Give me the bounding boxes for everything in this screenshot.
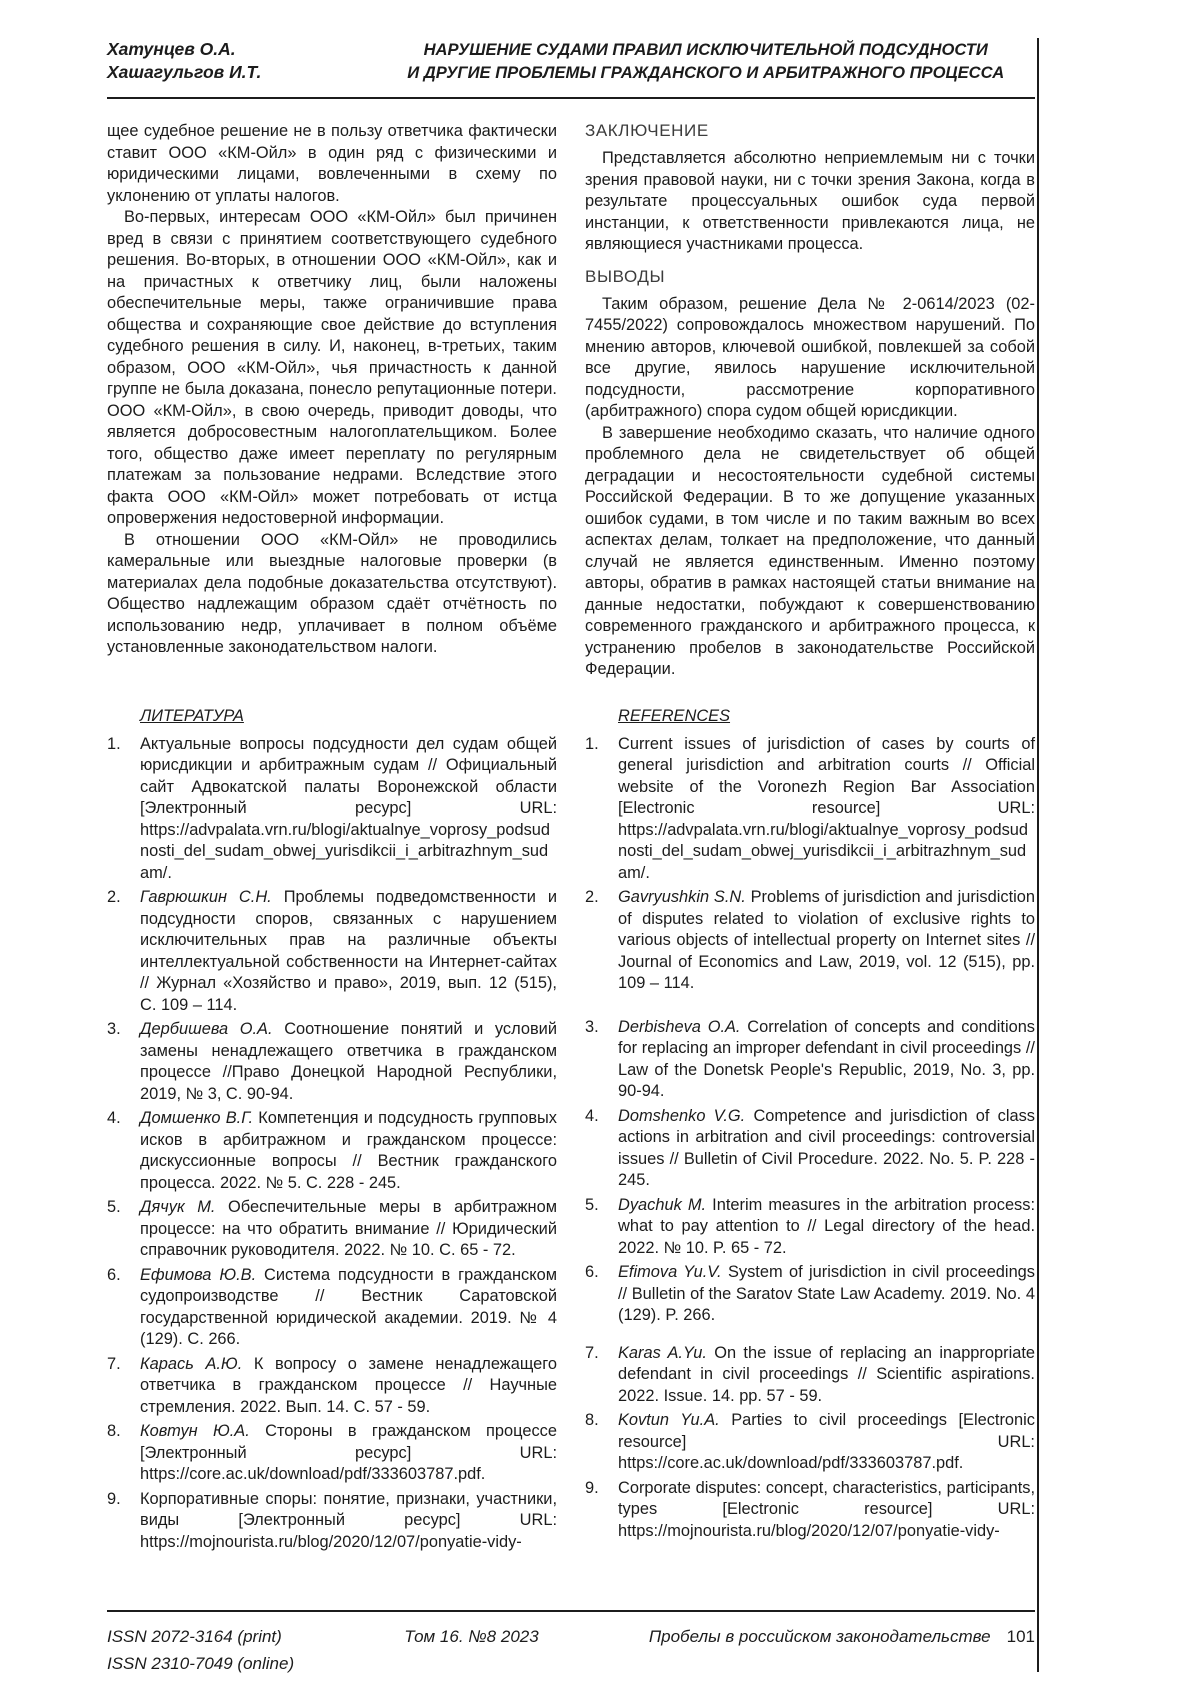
reference-number: 9.	[107, 1489, 121, 1508]
reference-item	[107, 1019, 557, 1105]
reference-item	[107, 1265, 557, 1351]
page-number: 101	[1006, 1627, 1035, 1646]
right-border-rule	[1037, 38, 1039, 1672]
reference-text: Проблемы подведомственности и подсудности споров, связанных с нарушением исключительных прав на различные объекты интеллектуальной собственности на Интернет-сайтах // Журнал «Хозяйство и право», 2019, вып. 12 (515), С. 109 – 114.	[140, 888, 557, 1014]
literature-list	[107, 734, 557, 1554]
body-paragraph: В отношении ООО «КМ-Ойл» не проводились камеральные или выездные налоговые проверки (в материалах дела подобные доказательства отсутствуют). Общество надлежащим образом сдаёт отчётность по использованию недр, уплачивает в полном объёме установленные законодательством налоги.	[107, 530, 557, 656]
two-column-body	[107, 121, 1035, 1556]
body-paragraph: щее судебное решение не в пользу ответчика фактически ставит ООО «КМ-Ойл» в один ряд с физическими и юридическими лицами, вовлеченными в схему по уклонению от уплаты налогов.	[107, 122, 557, 205]
reference-author: Domshenko V.G.	[618, 1106, 746, 1125]
reference-text: Соотношение понятий и условий замены ненадлежащего ответчика в гражданском процессе //Право Донецкой Народной Республики, 2019, № 3, С. 90-94.	[140, 1020, 557, 1103]
reference-text: Компетенция и подсудность групповых исков в арбитражном и гражданском процессе: дискуссионные вопросы // Вестник гражданского процесса. 2022. № 5. С. 228 - 245.	[140, 1109, 558, 1192]
reference-item	[585, 1478, 1035, 1543]
reference-number: 2.	[107, 888, 121, 906]
reference-author: Дячук М.	[140, 1198, 216, 1216]
reference-item	[107, 1354, 557, 1419]
reference-number: 8.	[107, 1422, 121, 1440]
reference-author: Karas A.Yu.	[618, 1343, 707, 1362]
reference-number: 9.	[585, 1478, 599, 1497]
left-column-text	[107, 121, 557, 681]
reference-author: Дербишева О.А.	[140, 1020, 273, 1038]
journal-title	[649, 1623, 1035, 1650]
issn-print: ISSN 2072-3164 (print)	[107, 1627, 282, 1646]
reference-item	[107, 1421, 557, 1486]
reference-text: Problems of jurisdiction and jurisdiction of disputes related to violation of exclusive rights to various objects of intellectual property on Internet sites // Journal of Economics and Law, 2019, vol. 12 (515), pp. 109 – 114.	[618, 888, 1035, 992]
journal-name: Пробелы в российском законодательстве	[648, 1627, 991, 1646]
literature-heading: ЛИТЕРАТУРА	[140, 706, 244, 725]
author-name: Хашагульгов И.Т.	[107, 62, 262, 82]
reference-text: System of jurisdiction in civil proceedings // Bulletin of the Saratov State Law Academy. 2019. No. 4 (129). P. 266.	[618, 1263, 1035, 1324]
references-section	[585, 707, 1035, 1557]
reference-text: Корпоративные споры: понятие, признаки, участники, виды [Электронный ресурс] URL: https://mojnourista.ru/blog/2020/12/07/ponyatie-vidy-	[140, 1489, 557, 1551]
references-heading: REFERENCES	[618, 706, 731, 725]
author-name: Хатунцев О.А.	[107, 39, 236, 59]
findings-paragraph: В завершение необходимо сказать, что наличие одного проблемного дела не свидетельствует об общей деградации и несостоятельности судебной системы Российской Федерации. В то же допущение указанных ошибок судами, в том числе и по таким важным во всех аспектах делам, толкает на предположение, что данный случай не является единственным. Именно поэтому авторы, обратив в рамках настоящей статьи внимание на данные недостатки, побуждают к совершенствованию современного гражданского и арбитражного процесса, к устранению пробелов в законодательстве Российской Федерации.	[585, 423, 1035, 678]
reference-text: Corporate disputes: concept, characteristics, participants, types [Electronic resource] URL: https://mojnourista.ru/blog/2020/12/07/ponyatie-vidy-	[618, 1478, 1035, 1540]
reference-author: Карась А.Ю.	[140, 1354, 243, 1373]
reference-number: 6.	[585, 1263, 599, 1281]
reference-number: 1.	[107, 734, 121, 753]
article-title-line: НАРУШЕНИЕ СУДАМИ ПРАВИЛ ИСКЛЮЧИТЕЛЬНОЙ ПОДСУДНОСТИ	[423, 40, 988, 59]
reference-number: 4.	[585, 1106, 599, 1125]
volume-issue: Том 16. №8 2023	[404, 1627, 539, 1646]
reference-text: Current issues of jurisdiction of cases by courts of general jurisdiction and arbitration courts // Official website of the Voronezh Region Bar Association [Electronic resource] URL: https://advpalata.vrn.ru/blogi/aktualnye_voprosy_podsudnosti_del_sudam_obwej_yurisdikcii_i_arbitrazhnym_sudam/.	[618, 734, 1035, 882]
reference-number: 4.	[107, 1109, 121, 1127]
authors-block	[107, 38, 261, 84]
article-title	[261, 38, 1035, 84]
footer-rule	[107, 1610, 1035, 1612]
reference-author: Gavryushkin S.N.	[618, 888, 746, 906]
references-list	[585, 734, 1035, 1543]
article-title-line: И ДРУГИЕ ПРОБЛЕМЫ ГРАЖДАНСКОГО И АРБИТРАЖНОГО ПРОЦЕССА	[407, 63, 1005, 82]
reference-text: Обеспечительные меры в арбитражном процессе: на что обратить внимание // Юридический справочник руководителя. 2022. № 10. С. 65 - 72.	[140, 1198, 557, 1259]
reference-text: Interim measures in the arbitration process: what to pay attention to // Legal directory of the head. 2022. № 10. P. 65 - 72.	[618, 1195, 1036, 1257]
page-content	[107, 38, 1035, 1556]
page-footer	[107, 1610, 1035, 1677]
reference-number: 8.	[585, 1411, 599, 1429]
footer-row	[107, 1623, 1035, 1677]
conclusion-paragraph: Представляется абсолютно неприемлемым ни с точки зрения правовой науки, ни с точки зрения Закона, когда в результате процессуальных ошибок суда первой инстанции, к ответственности привлекаются лица, не являющиеся участниками процесса.	[585, 149, 1035, 253]
reference-number: 3.	[107, 1020, 121, 1038]
reference-item	[585, 1262, 1035, 1327]
reference-text: Correlation of concepts and conditions for replacing an improper defendant in civil proceedings // Law of the Donetsk People's Republic, 2019, No. 3, pp. 90-94.	[618, 1017, 1036, 1100]
reference-item	[585, 1106, 1035, 1192]
reference-item	[107, 887, 557, 1016]
reference-item	[585, 734, 1035, 885]
reference-author: Kovtun Yu.A.	[618, 1411, 720, 1429]
page-header	[107, 38, 1035, 99]
conclusion-heading: ЗАКЛЮЧЕНИЕ	[585, 121, 709, 140]
reference-text: Стороны в гражданском процессе [Электронный ресурс] URL: https://core.ac.uk/download/pdf/333603787.pdf.	[140, 1422, 557, 1483]
reference-item	[107, 734, 557, 885]
reference-item	[585, 1195, 1035, 1260]
reference-author: Dyachuk M.	[618, 1195, 707, 1214]
findings-heading: ВЫВОДЫ	[585, 266, 666, 286]
reference-item	[107, 1108, 557, 1194]
literature-section	[107, 707, 557, 1557]
reference-item	[107, 1197, 557, 1262]
reference-item	[585, 1410, 1035, 1475]
reference-item	[107, 1489, 557, 1554]
issn-block	[107, 1623, 294, 1677]
reference-text: К вопросу о замене ненадлежащего ответчика в гражданском процессе // Научные стремления. 2022. Вып. 14. С. 57 - 59.	[140, 1354, 557, 1416]
issn-online: ISSN 2310-7049 (online)	[107, 1654, 295, 1673]
body-paragraph: Во-первых, интересам ООО «КМ-Ойл» был причинен вред в связи с принятием соответствующего судебного решения. Во-вторых, в отношении ООО «КМ-Ойл», как и на причастных к ответчику лиц, были наложены обеспечительные меры, также ограничившие права общества и сохраняющие свое действие до вступления судебного решения в силу. И, наконец, в-третьих, таким образом, ООО «КМ-Ойл», чья причастность к данной группе не была доказана, понесло репутационные потери. ООО «КМ-Ойл», в свою очередь, приводит доводы, что является добросовестным налогоплательщиком. Более того, общество даже имеет переплату по регулярным платежам за пользование недрами. Вследствие этого факта ООО «КМ-Ойл» может потребовать от истца опровержения недостоверной информации.	[107, 208, 557, 527]
reference-text: On the issue of replacing an inappropriate defendant in civil proceedings // Scientific aspirations. 2022. Issue. 14. pp. 57 - 59.	[618, 1343, 1035, 1405]
reference-text: Система подсудности в гражданском судопроизводстве // Вестник Саратовской государственной юридической академии. 2019. № 4 (129). С. 266.	[140, 1265, 557, 1348]
reference-number: 5.	[585, 1195, 599, 1214]
reference-author: Ефимова Ю.В.	[140, 1265, 257, 1284]
reference-number: 6.	[107, 1265, 121, 1284]
reference-author: Домшенко В.Г.	[140, 1109, 254, 1127]
reference-text: Parties to civil proceedings [Electronic resource] URL: https://core.ac.uk/download/pdf/333603787.pdf.	[618, 1411, 1035, 1472]
reference-text: Competence and jurisdiction of class actions in arbitration and civil proceedings: controversial issues // Bulletin of Civil Procedure. 2022. No. 5. P. 228 - 245.	[618, 1106, 1035, 1189]
reference-number: 2.	[585, 888, 599, 906]
reference-item	[585, 1017, 1035, 1103]
reference-number: 7.	[107, 1354, 121, 1373]
reference-number: 1.	[585, 734, 599, 753]
reference-number: 5.	[107, 1198, 121, 1216]
reference-author: Derbisheva O.A.	[618, 1017, 741, 1036]
reference-item	[585, 887, 1035, 995]
reference-text: Актуальные вопросы подсудности дел судам общей юрисдикции и арбитражным судам // Официальный сайт Адвокатской палаты Воронежской области [Электронный ресурс] URL: https://advpalata.vrn.ru/blogi/aktualnye_voprosy_podsudnosti_del_sudam_obwej_yurisdikcii_i_arbitrazhnym_sudam/.	[140, 734, 557, 882]
reference-number: 3.	[585, 1017, 599, 1036]
findings-paragraph: Таким образом, решение Дела № 2-0614/2023 (02-7455/2022) сопровождалось множеством нарушений. По мнению авторов, ключевой ошибкой, повлекшей за собой все другие, явилось нарушение исключительной подсудности, рассмотрение корпоративного (арбитражного) спора судом общей юрисдикции.	[585, 294, 1035, 420]
reference-author: Ковтун Ю.А.	[140, 1422, 250, 1440]
reference-item	[585, 1343, 1035, 1408]
reference-author: Гаврюшкин С.Н.	[140, 888, 272, 906]
reference-author: Efimova Yu.V.	[618, 1263, 722, 1281]
right-column-text	[585, 121, 1035, 681]
reference-number: 7.	[585, 1343, 599, 1362]
